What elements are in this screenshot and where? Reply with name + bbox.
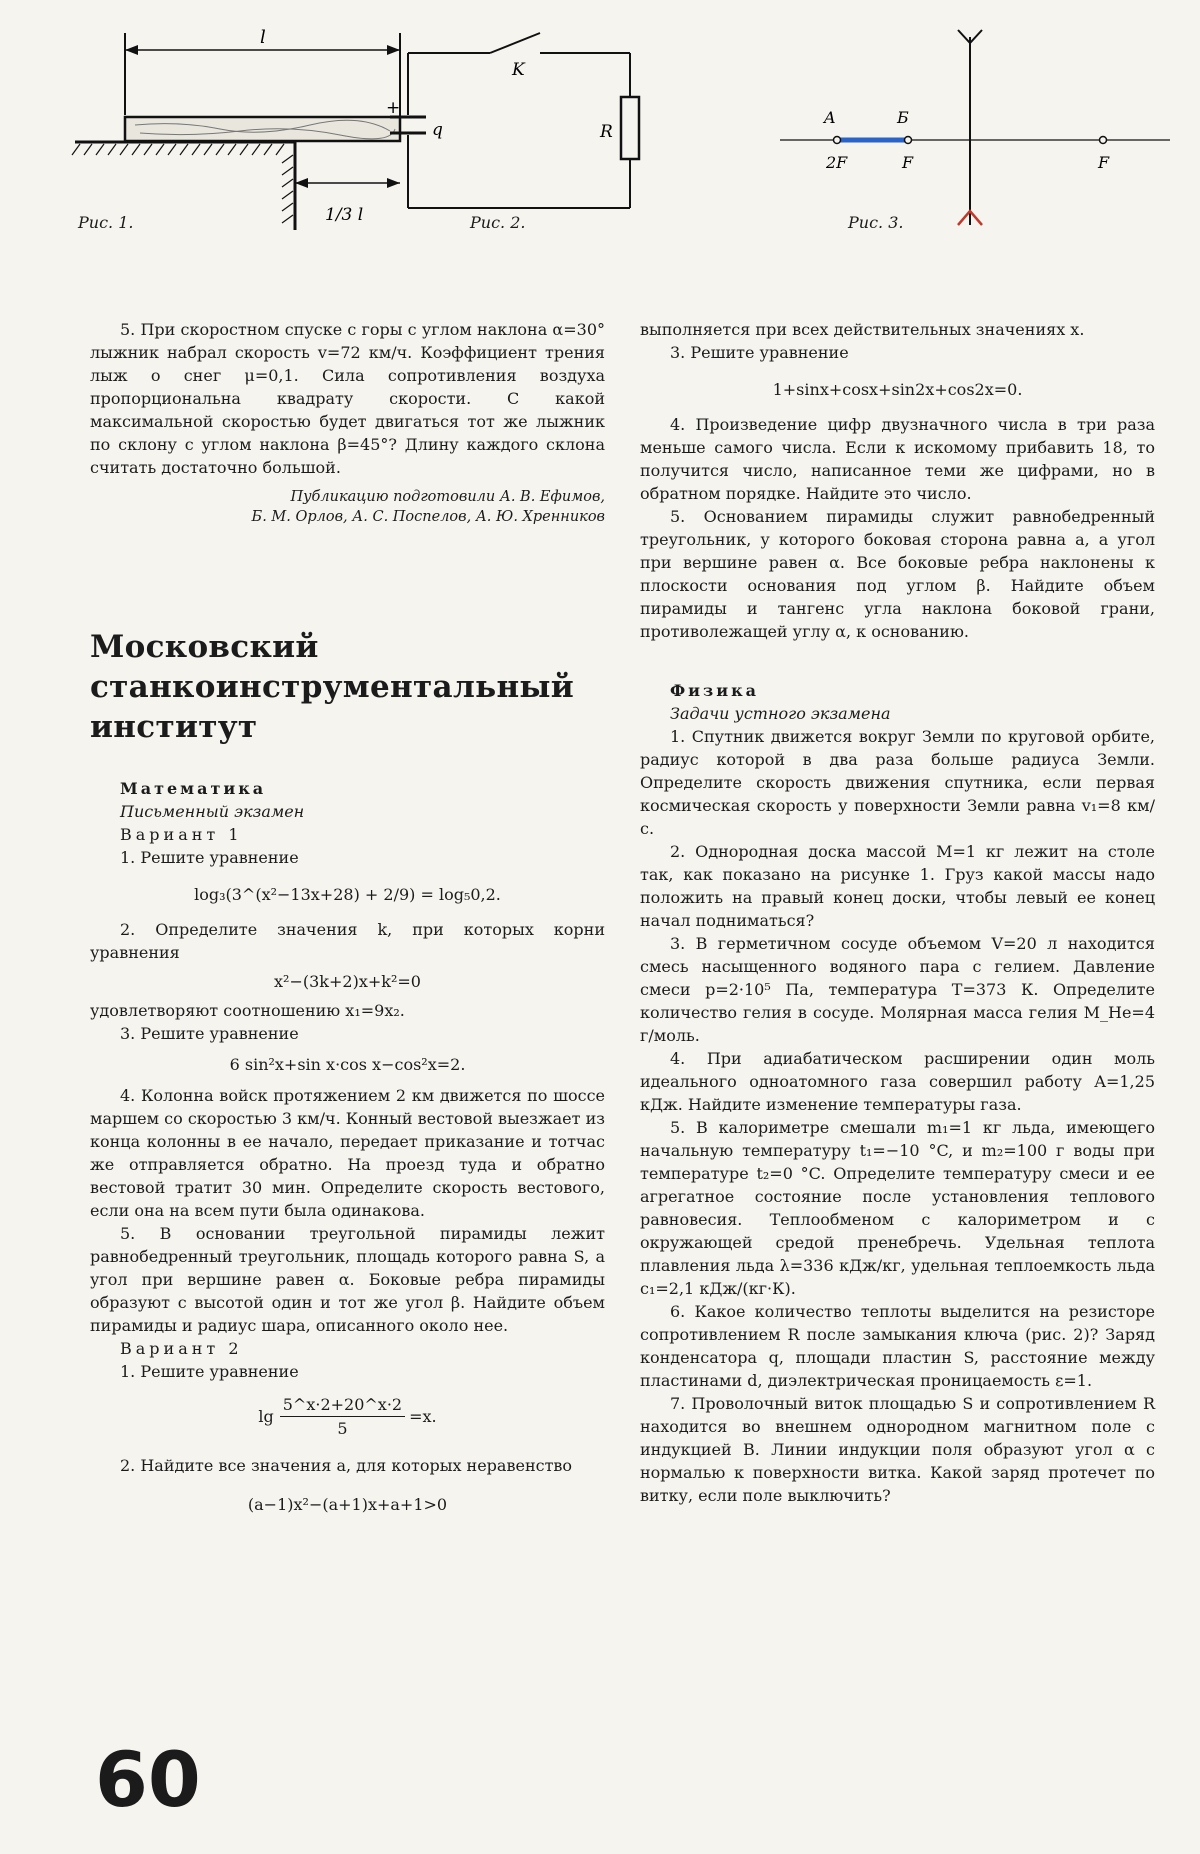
- switch-label: K: [512, 60, 525, 80]
- plus-label: +: [386, 98, 401, 118]
- figure-3: [770, 25, 1180, 235]
- resistor-label: R: [600, 122, 613, 142]
- page-number: 60: [95, 1735, 201, 1824]
- point-a-label: A: [824, 108, 836, 127]
- v2-task-2: 2. Найдите все значения a, для которых неравенство: [120, 1456, 573, 1475]
- v1-task-1: 1. Решите уравнение: [120, 848, 299, 867]
- v2-formula-prefix: lg: [258, 1407, 274, 1426]
- v1-task-3: 3. Решите уравнение: [120, 1024, 299, 1043]
- v2-formula-suffix: =x.: [409, 1407, 437, 1426]
- math-heading: Математика: [120, 779, 267, 798]
- physics-task-5: 5. При скоростном спуске с горы с углом наклона α=30° лыжник набрал скорость v=72 км/ч. Коэффициент трения лыж о снег μ=0,1. Сила сопротивления воздуха пропорциональна квадрату скорости. С какой максимальной скоростью будет двигаться тот же лыжник по склону с углом наклона β=45°? Длину каждого склона считать достаточно большой.: [90, 320, 605, 477]
- label-f-right: F: [1098, 153, 1110, 172]
- v1-task-5: 5. В основании треугольной пирамиды лежит равнобедренный треугольник, площадь которого равна S, а угол при вершине равен α. Боковые ребра пирамиды образуют с высотой один и тот же угол β. Найдите объем пирамиды и радиус шара, описанного около нее.: [90, 1224, 605, 1335]
- board-on-table-diagram: [70, 25, 410, 235]
- physics-oral-task-5: 5. В калориметре смешали m₁=1 кг льда, имеющего начальную температуру t₁=−10 °C, и m₂=100 г воды при температуре t₂=0 °C. Определите температуру смеси и ее агрегатное состояние после установления теплового равновесия. Теплообменом с калориметром и с окружающей средой пренебречь. Удельная теплота плавления льда λ=336 кДж/кг, удельная теплоемкость льда c₁=2,1 кДж/(кг·К).: [640, 1118, 1155, 1298]
- v2-task-4: 4. Произведение цифр двузначного числа в три раза меньше самого числа. Если к искомому прибавить 18, то получится число, написанное теми же цифрами, но в обратном порядке. Найдите это число.: [640, 415, 1155, 503]
- physics-oral-task-3: 3. В герметичном сосуде объемом V=20 л находится смесь насыщенного водяного пара с гелием. Давление смеси p=2·10⁵ Па, температура T=373 К. Определите количество гелия в сосуде. Молярная масса гелия M_He=4 г/моль.: [640, 934, 1155, 1045]
- lens-diagram: [770, 25, 1180, 235]
- circuit-diagram: [380, 25, 660, 225]
- institute-title: Московский станкоинструментальный институт: [90, 629, 575, 745]
- figure-1: [70, 25, 410, 235]
- figure-1-caption: Рис. 1.: [78, 213, 134, 232]
- oral-exam-heading: Задачи устного экзамена: [670, 704, 891, 723]
- v2-formula-denominator: 5: [337, 1419, 348, 1438]
- v2-formula-fraction: [280, 1393, 405, 1440]
- figure-3-caption: Рис. 3.: [848, 213, 904, 232]
- v2-task-3: 3. Решите уравнение: [670, 343, 849, 362]
- physics-heading: Физика: [670, 681, 760, 700]
- physics-oral-task-2: 2. Однородная доска массой M=1 кг лежит на столе так, как показано на рисунке 1. Груз какой массы надо положить на правый конец доски, чтобы левый ее конец начал подниматься?: [640, 842, 1155, 930]
- v1-task-4: 4. Колонна войск протяжением 2 км движется по шоссе маршем со скоростью 3 км/ч. Конный вестовой выезжает из конца колонны в ее начало, передает приказание и тотчас же отправляется обратно. На проезд туда и обратно вестовой тратит 30 мин. Определите скорость вестового, если она на всем пути была одинакова.: [90, 1086, 605, 1220]
- physics-oral-task-1: 1. Спутник движется вокруг Земли по круговой орбите, радиус которой в два раза больше радиуса Земли. Определите скорость движения спутника, если первая космическая скорость у поверхности Земли равна v₁=8 км/с.: [640, 727, 1155, 838]
- credits-line-2: Б. М. Орлов, А. С. Поспелов, А. Ю. Хренников: [251, 509, 605, 525]
- v2-task-1: 1. Решите уравнение: [120, 1362, 299, 1381]
- v2-task-2-formula: (a−1)x²−(a+1)x+a+1>0: [247, 1495, 448, 1514]
- physics-oral-task-7: 7. Проволочный виток площадью S и сопротивлением R находится во внешнем однородном магнитном поле с индукцией B. Линии индукции поля образуют угол α с нормалью к поверхности витка. Какой заряд протечет по витку, если поле выключить?: [640, 1394, 1155, 1505]
- v2-task-5: 5. Основанием пирамиды служит равнобедренный треугольник, у которого боковая сторона равна a, а угол при вершине равен α. Все боковые ребра наклонены к плоскости основания под углом β. Найдите объем пирамиды и тангенс угла наклона боковой грани, противолежащей углу α, к основанию.: [640, 507, 1155, 641]
- v1-task-2-formula: x²−(3k+2)x+k²=0: [274, 972, 421, 991]
- point-b-label: Б: [897, 108, 909, 127]
- part-label: 1/3 l: [325, 205, 364, 225]
- length-label: l: [260, 27, 266, 48]
- written-exam-heading: Письменный экзамен: [120, 802, 305, 821]
- left-column: [90, 318, 605, 1532]
- figure-2: [380, 25, 660, 225]
- physics-oral-task-4: 4. При адиабатическом расширении один моль идеального одноатомного газа совершил работу A=1,25 кДж. Найдите изменение температуры газа.: [640, 1049, 1155, 1114]
- v2-task-3-formula: 1+sinx+cosx+sin2x+cos2x=0.: [772, 380, 1023, 399]
- credits-line-1: Публикацию подготовили А. В. Ефимов,: [290, 489, 605, 505]
- variant-1-heading: Вариант 1: [120, 825, 243, 844]
- v1-task-3-formula: 6 sin²x+sin x·cos x−cos²x=2.: [229, 1055, 466, 1074]
- label-f-left: F: [902, 153, 914, 172]
- v2-formula-numerator: 5^x·2+20^x·2: [280, 1393, 405, 1417]
- v2-task-2-continuation: выполняется при всех действительных значениях x.: [640, 320, 1085, 339]
- figure-2-caption: Рис. 2.: [470, 213, 526, 232]
- physics-oral-task-6: 6. Какое количество теплоты выделится на резисторе сопротивлением R после замыкания ключа (рис. 2)? Заряд конденсатора q, площади пластин S, расстояние между пластинами d, диэлектрическая проницаемость ε=1.: [640, 1302, 1155, 1390]
- v1-task-1-formula: log₃(3^(x²−13x+28) + 2/9) = log₅0,2.: [194, 885, 501, 904]
- label-2f: 2F: [826, 153, 848, 172]
- charge-label: q: [432, 120, 443, 140]
- v1-task-2-continuation: удовлетворяют соотношению x₁=9x₂.: [90, 1001, 405, 1020]
- variant-2-heading: Вариант 2: [120, 1339, 243, 1358]
- v1-task-2: 2. Определите значения k, при которых корни уравнения: [90, 920, 605, 962]
- credits: [90, 487, 605, 527]
- right-column: [640, 318, 1155, 1507]
- v2-task-1-formula: [90, 1393, 605, 1440]
